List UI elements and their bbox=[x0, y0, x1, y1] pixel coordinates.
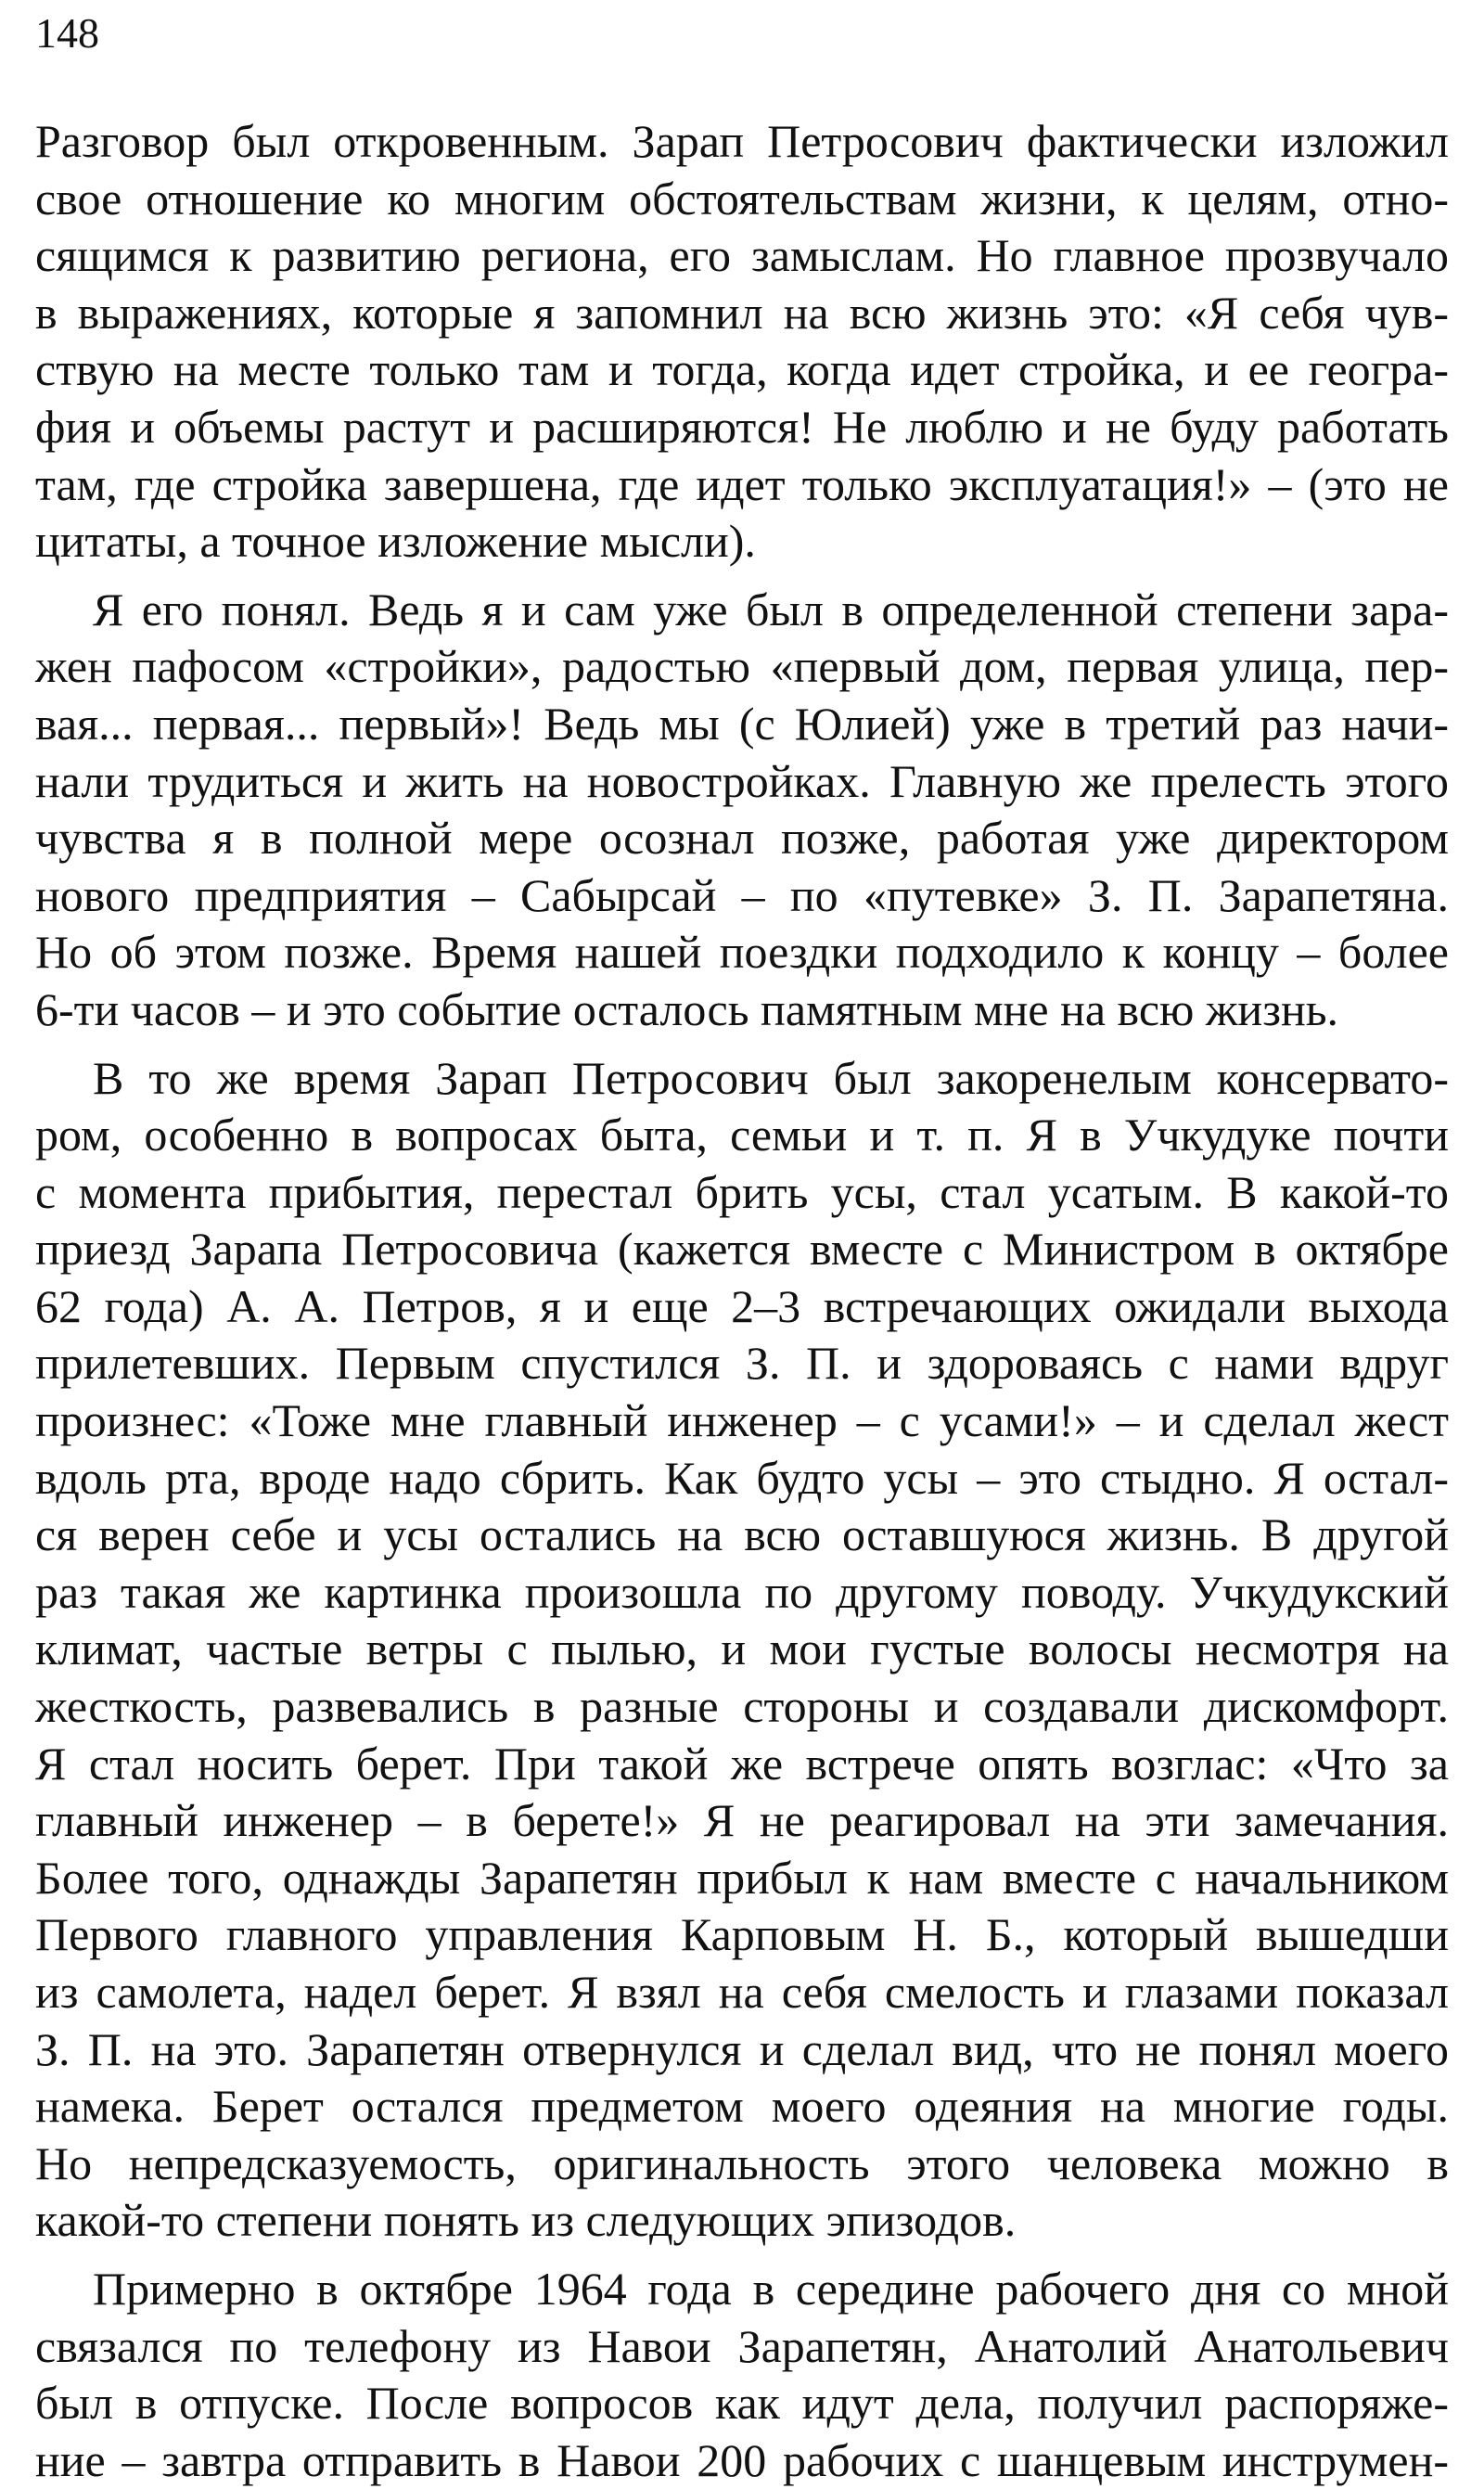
text-line: Но непредсказуемость, оригинальность этого человека можно в bbox=[35, 2136, 1449, 2189]
text-line: Я стал носить берет. При такой же встрече опять возглас: «Что за bbox=[35, 1737, 1449, 1790]
text-line: нового предприятия – Сабырсай – по «путевке» З. П. Зарапетяна. bbox=[35, 868, 1449, 921]
text-line: климат, частые ветры с пылью, и мои густые волосы несмотря на bbox=[35, 1623, 1449, 1675]
text-line: был в отпуске. После вопросов как идут дела, получил распоряже- bbox=[35, 2377, 1449, 2430]
text-line: чувства я в полной мере осознал позже, работая уже директором bbox=[35, 812, 1449, 865]
text-line: 62 года) А. А. Петров, я и еще 2–3 встречающих ожидали выхода bbox=[35, 1279, 1449, 1332]
text-line: ние – завтра отправить в Навои 200 рабочих с шанцевым инструмен- bbox=[35, 2433, 1449, 2486]
text-line: сящимся к развитию региона, его замыслам. Но главное прозвучало bbox=[35, 229, 1449, 282]
text-line: свое отношение ко многим обстоятельствам жизни, к целям, отно- bbox=[35, 172, 1449, 225]
text-line: Более того, однажды Зарапетян прибыл к нам вместе с начальником bbox=[35, 1851, 1449, 1904]
text-line: главный инженер – в берете!» Я не реагировал на эти замечания. bbox=[35, 1794, 1449, 1847]
text-line: жесткость, развевались в разные стороны и создавали дискомфорт. bbox=[35, 1680, 1449, 1733]
paragraph bbox=[35, 113, 1449, 571]
text-line: Разговор был откровенным. Зарап Петросович фактически изложил bbox=[35, 115, 1449, 167]
text-line: с момента прибытия, перестал брить усы, стал усатым. В какой-то bbox=[35, 1165, 1449, 1218]
text-line: ром, особенно в вопросах быта, семьи и т. п. Я в Учкудуке почти bbox=[35, 1109, 1449, 1161]
text-line: 6-ти часов – и это событие осталось памятным мне на всю жизнь. bbox=[35, 982, 1339, 1035]
text-line: вдоль рта, вроде надо сбрить. Как будто усы – это стыдно. Я остал- bbox=[35, 1451, 1449, 1504]
paragraph bbox=[35, 1050, 1449, 2250]
text-line: связался по телефону из Навои Зарапетян, Анатолий Анатольевич bbox=[35, 2319, 1449, 2372]
text-line: прилетевших. Первым спустился З. П. и здороваясь с нами вдруг bbox=[35, 1337, 1449, 1390]
text-line: Примерно в октябре 1964 года в середине рабочего дня со мной bbox=[93, 2262, 1449, 2315]
text-line: нали трудиться и жить на новостройках. Главную же прелесть этого bbox=[35, 754, 1449, 807]
text-line: в выражениях, которые я запомнил на всю жизнь это: «Я себя чув- bbox=[35, 286, 1449, 339]
paragraph bbox=[35, 2261, 1449, 2489]
text-line: В то же время Зарап Петросович был закоренелым консервато- bbox=[93, 1051, 1449, 1104]
text-line: раз такая же картинка произошла по другому поводу. Учкудукский bbox=[35, 1565, 1449, 1618]
text-line: ствую на месте только там и тогда, когда идет стройка, и ее геогра- bbox=[35, 343, 1449, 396]
text-line: из самолета, надел берет. Я взял на себя смелость и глазами показал bbox=[35, 1966, 1449, 2018]
text-line: вая... первая... первый»! Ведь мы (с Юлией) уже в третий раз начи- bbox=[35, 697, 1449, 750]
page-number: 148 bbox=[35, 9, 99, 57]
text-line: ся верен себе и усы остались на всю оставшуюся жизнь. В другой bbox=[35, 1508, 1449, 1561]
text-line: какой-то степени понять из следующих эпизодов. bbox=[35, 2194, 1017, 2247]
text-line: Первого главного управления Карповым Н. Б., который вышедши bbox=[35, 1908, 1449, 1961]
text-line: Но об этом позже. Время нашей поездки подходило к концу – более bbox=[35, 926, 1449, 979]
text-line: там, где стройка завершена, где идет только эксплуатация!» – (это не bbox=[35, 457, 1449, 510]
body-text bbox=[35, 113, 1449, 2489]
paragraph bbox=[35, 582, 1449, 1039]
text-line: намека. Берет остался предметом моего одеяния на многие годы. bbox=[35, 2080, 1449, 2133]
text-line: фия и объемы растут и расширяются! Не люблю и не буду работать bbox=[35, 400, 1449, 453]
text-line: жен пафосом «стройки», радостью «первый дом, первая улица, пер- bbox=[35, 640, 1449, 693]
text-line: З. П. на это. Зарапетян отвернулся и сделал вид, что не понял моего bbox=[35, 2022, 1449, 2075]
text-line: произнес: «Тоже мне главный инженер – с усами!» – и сделал жест bbox=[35, 1394, 1449, 1447]
text-line: Я его понял. Ведь я и сам уже был в определенной степени зара- bbox=[93, 583, 1449, 635]
text-line: приезд Зарапа Петросовича (кажется вместе с Министром в октябре bbox=[35, 1223, 1449, 1276]
text-line: цитаты, а точное изложение мысли). bbox=[35, 515, 756, 568]
